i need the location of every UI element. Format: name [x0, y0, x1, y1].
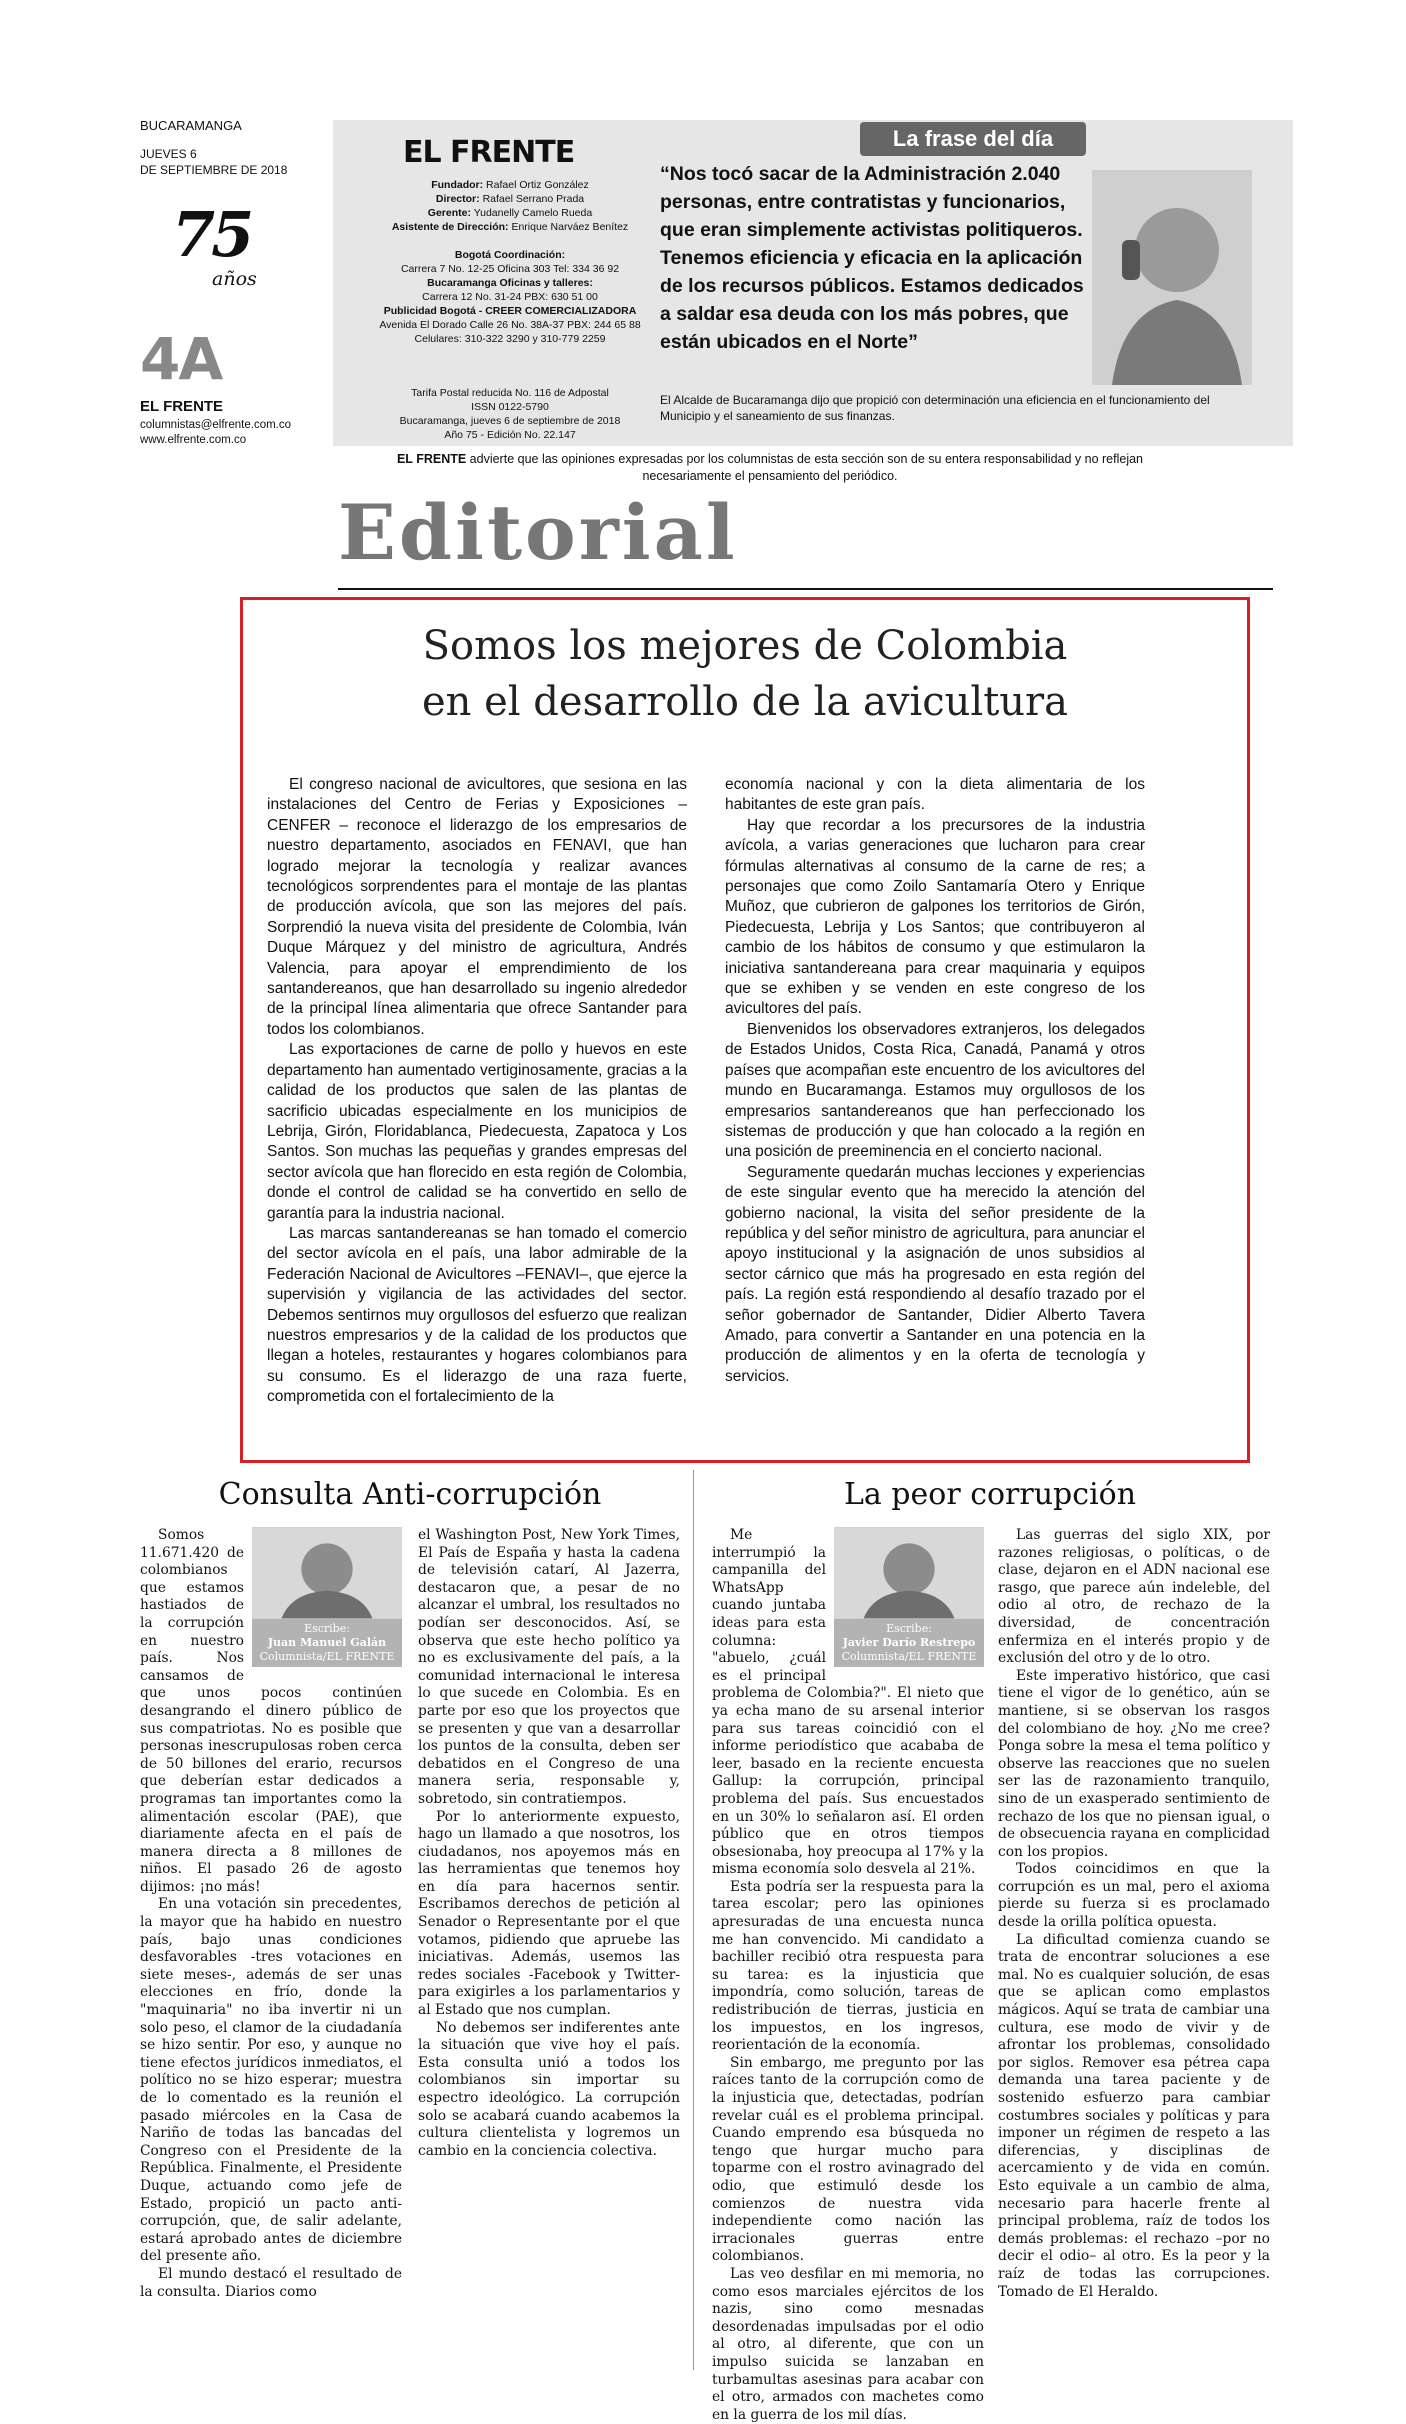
editorial-paragraph: Las marcas santandereanas se han tomado el comercio del sector avícola en el país, una labor admirable de la Federación Nacional de Avicultores –FENAVI–, que ejerce la supervisión y vigilancia de las actividades del sector. Debemos sentirnos muy orgullosos del esfuerzo que realizan nuestros empresarios y de la calidad de los productos que llegan a hoteles, restaurantes y hogares colombianos para su consumo. Es el liderazgo de una raza fuerte, comprometida con el fortalecimiento de la [267, 1224, 687, 1406]
postal-line: ISSN 0122-5790 [471, 401, 549, 413]
editorial-column-2 [725, 775, 1145, 1387]
anti-paragraph: El mundo destacó el resultado de la consulta. Diarios como [140, 2265, 402, 2300]
credit-line [345, 192, 675, 206]
anti-author-card [252, 1527, 402, 1667]
date-label [140, 146, 287, 178]
city-label: BUCARAMANGA [140, 118, 242, 133]
credit-line [345, 206, 675, 220]
editorial-column-1 [267, 775, 687, 1408]
address-line: Avenida El Dorado Calle 26 No. 38A-37 PBX: 244 65 88 [379, 319, 641, 331]
page-brand: EL FRENTE [140, 398, 224, 415]
page-number: 4A [140, 325, 222, 393]
credit-line [345, 178, 675, 192]
author-name: Javier Darío Restrepo [842, 1636, 976, 1649]
email-link[interactable]: columnistas@elfrente.com.co [140, 419, 292, 431]
peor-column-2 [998, 1527, 1270, 2301]
peor-paragraph: Me interrumpió la campanilla del WhatsApp cuando juntaba ideas para esta columna: "abuelo, ¿cuál es el principal problema de Colombia?". El nieto que ya echa mano de su arsenal interior para sus tareas coincidió con el informe periodístico que acababa de leer, basado en la reciente encuesta Gallup: la corrupción, principal problema del país. Sus encuestados en un 30% lo señalaron así. El orden público que en otros tiempos obsesionaba, hoy preocupa al 17% y la misma economía solo desvela al 21%. [712, 1527, 984, 1878]
editorial-paragraph: Las exportaciones de carne de pollo y huevos en este departamento han aumentado vertiginosamente, gracias a la calidad de los productos que salen de las plantas de sacrificio ubicadas especialmente en los municipios de Lebrija, Girón, Floridablanca, Piedecuesta, Zapatoca y Los Santos. Son muchas las pequeñas y grandes empresas del sector avícola que han florecido en esta región de Colombia, donde el control de calidad se ha convertido en sello de garantía para la industria nacional. [267, 1041, 687, 1222]
author-role: Columnista/EL FRENTE [841, 1650, 977, 1663]
editorial-paragraph: El congreso nacional de avicultores, que sesiona en las instalaciones del Centro de Ferias y Exposiciones – CENFER – reconoce el liderazgo de los empresarios de nuestro departamento, asociados en FENAVI, que han logrado mejorar la tecnología y realizar avances tecnológicos sorprendentes para el montaje de las plantas de producción avícola, que son las mejores del país. Sorprendió la nueva visita del presidente de Colombia, Iván Duque Márquez y del ministro de agricultura, Andrés Valencia, para apoyar el emprendimiento de los santandereanos, que han desarrollado su ingenio alrededor de la principal línea alimentaria que ofrece Santander para todos los colombianos. [267, 776, 687, 1038]
opinion-disclaimer [360, 451, 1180, 485]
postal-info [345, 386, 675, 442]
editorial-column-2-continuation: economía nacional y con la dieta alimentaria de los habitantes de este gran país. [725, 776, 1145, 814]
editorial-headline-line-2: en el desarrollo de la avicultura [421, 679, 1069, 725]
address-heading: Publicidad Bogotá - CREER COMERCIALIZADORA [383, 305, 637, 317]
editorial-paragraph: Bienvenidos los observadores extranjeros, los delegados de Estados Unidos, Costa Rica, Canadá, Panamá y otros países que acompañan este encuentro de los avicultores del mundo en Bucaramanga. Estamos muy orgullosos de los empresarios santandereanos que han perfeccionado los sistemas de producción y que han colocado a la región en una posición de preeminencia en el concierto nacional. [725, 1020, 1145, 1161]
editorial-headline [260, 618, 1230, 730]
postal-line: Año 75 - Edición No. 22.147 [444, 429, 576, 441]
section-title: Editorial [338, 488, 738, 577]
postal-line: Tarifa Postal reducida No. 116 de Adpostal [411, 387, 609, 399]
credit-name: Rafael Serrano Prada [482, 193, 585, 205]
anti-paragraph: En una votación sin precedentes, la mayor que ha habido en nuestro país, bajo unas condiciones desfavorables -tres votaciones en siete meses-, además de ser unas elecciones en frío, donde la "maquinaria" no iba invertir ni un solo peso, el clamor de la ciudadanía se hizo sentir. Por eso, y aunque no tiene efectos jurídicos inmediatos, el político no se hizo esperar; muestra de lo comentado es la reunión el pasado miércoles en la Casa de Nariño de todas las bancadas del Congreso con el Presidente de la República. Finalmente, el Presidente Duque, actuando como jefe de Estado, propició un pacto anti-corrupción, que, de salir adelante, estará aprobado antes de diciembre del presente año. [140, 1896, 402, 2265]
author-escribe: Escribe: [886, 1622, 932, 1635]
anniversary-word: años [212, 268, 257, 290]
author-escribe: Escribe: [304, 1622, 350, 1635]
address-heading: Bucaramanga Oficinas y talleres: [427, 277, 593, 289]
peor-paragraph: Esta podría ser la respuesta para la tarea escolar; pero las opiniones apresuradas de una encuesta nunca me han convencido. Mi candidato a bachiller recibió otra respuesta para su tarea: es la injusticia que impondría, como solución, tareas de redistribución de tierras, justicia en los impuestos, en los ingresos, reorientación de la economía. [712, 1878, 984, 2054]
date-line-1: JUEVES 6 [140, 147, 197, 161]
anti-column-1 [140, 1527, 402, 2301]
peor-column-1 [712, 1527, 984, 2424]
anti-author-photo [252, 1527, 402, 1619]
contact-info [140, 418, 291, 448]
credit-role: Director: [435, 193, 480, 205]
credit-name: Enrique Narváez Benítez [511, 221, 629, 233]
website-link[interactable]: www.elfrente.com.co [140, 434, 247, 446]
anti-author-label [252, 1619, 402, 1667]
anti-paragraph: Somos 11.671.420 de colombianos que estamos hastiados de la corrupción en nuestro país. Nos cansamos de que unos pocos continúen desangrando el dinero público de sus compatriotas. No es posible que personas inescrupulosas roben cerca de 50 billones del erario, recursos que deberían estar dedicados a programas tan importantes como la alimentación escolar (PAE), que diariamente afecta en el país de manera directa a 8 millones de niños. El pasado 26 de agosto dijimos: ¡no más! [140, 1527, 402, 1895]
credit-role: Gerente: [427, 207, 471, 219]
credit-name: Rafael Ortiz González [486, 179, 589, 191]
peor-column-2-continuation: Las guerras del siglo XIX, por razones religiosas, o políticas, o de clase, dejaron en el ADN nacional ese rasgo, que parece aún indeleble, del odio al otro, de rechazo de la diversidad, de concentración enfermiza en el interés propio y de exclusión del otro y de lo otro. [998, 1527, 1270, 1667]
editorial-headline-line-1: Somos los mejores de Colombia [422, 623, 1068, 669]
newspaper-title: EL FRENTE [403, 135, 575, 170]
credits-list [345, 178, 675, 234]
postal-line: Bucaramanga, jueves 6 de septiembre de 2018 [399, 415, 621, 427]
address-line: Carrera 12 No. 31-24 PBX: 630 51 00 [422, 291, 598, 303]
peor-paragraph: La dificultad comienza cuando se trata de encontrar soluciones a ese mal. No es cualquier solución, de esas que se aplican como emplastos mágicos. Aquí se trata de cambiar una cultura, ese modo de vivir y de afrontar los problemas, consolidado por siglos. Remover esa pétrea capa demanda una tarea paciente y de sostenido esfuerzo para cambiar costumbres sociales y políticas y para imponer un régimen de respeto a las diferencias, y disciplinas de acercamiento y de vida en común. Esto equivale a un cambio de alma, necesario para hacerle frente al principal problema, raíz de todos los demás problemas: el rechazo –por no decir el odio– al otro. Es la peor y la raíz de todas las corrupciones. Tomado de El Heraldo. [998, 1931, 1270, 2300]
addresses-list [345, 248, 675, 346]
date-line-2: DE SEPTIEMBRE DE 2018 [140, 163, 288, 177]
peor-paragraph: Las veo desfilar en mi memoria, no como esos marciales ejércitos de los nazis, sino como mesnadas desordenadas impulsadas por el odio al otro, al diferente, que con un impulso suicida se lanzaban en turbamultas asesinas para acabar con el otro, armados con machetes como en la guerra de los mil días. [712, 2265, 984, 2423]
anti-column-2 [418, 1527, 680, 2160]
address-heading: Bogotá Coordinación: [454, 249, 566, 261]
address-line: Carrera 7 No. 12-25 Oficina 303 Tel: 334 36 92 [400, 263, 620, 275]
anti-column-2-continuation: el Washington Post, New York Times, El País de España y hasta la cadena de televisión catarí, Al Jazerra, destacaron que, a pesar de no alcanzar el umbral, los resultados no podían ser desconocidos. Así, se observa que este hecho político ya no es exclusivamente del país, a la comunidad internacional le interesa lo que sucede en Colombia. Es en parte por eso que los proyectos que se presenten y que van a desarrollar los puntos de la consulta, deben ser debatidos en el Congreso de una manera seria, responsable y, sobretodo, sin contratiempos. [418, 1527, 680, 1807]
peor-author-card [834, 1527, 984, 1667]
section-rule [338, 588, 1273, 590]
credit-role: Asistente de Dirección: [391, 221, 509, 233]
peor-paragraph: Sin embargo, me pregunto por las raíces tanto de la corrupción como de la injusticia que, detectadas, podrían revelar cuál es el problema principal. Cuando emprendo esa búsqueda no tengo que hurgar mucho para toparme con el rostro avinagrado del odio, que estimuló desde los comienzos de nuestra vida independiente como nación las irracionales guerras entre colombianos. [712, 2054, 984, 2265]
peor-paragraph: Este imperativo histórico, que casi tiene el vigor de lo genético, aún se mantiene, si se observan los rasgos del colombiano de hoy. ¿No me cree? Ponga sobre la mesa el tema político y observe las reacciones que no suelen ser las de razonamiento tranquilo, sino de un exasperado sentimiento de rechazo de los que no piensan igual, o de obsecuencia rayana en complicidad con los propios. [998, 1667, 1270, 1860]
author-role: Columnista/EL FRENTE [259, 1650, 395, 1663]
anti-headline: Consulta Anti-corrupción [218, 1477, 602, 1512]
peor-author-photo [834, 1527, 984, 1619]
disclaimer-brand: EL FRENTE [396, 452, 467, 466]
peor-headline: La peor corrupción [843, 1477, 1137, 1512]
address-line: Celulares: 310-322 3290 y 310-779 2259 [414, 333, 606, 345]
frase-del-dia-tag: La frase del día [860, 122, 1086, 156]
anti-paragraph: Por lo anteriormente expuesto, hago un llamado a que nosotros, los ciudadanos, nos apoyemos más en las herramientas que tenemos hoy en día para hacernos sentir. Escribamos derechos de petición al Senador o Representante por el que votamos, pidiendo que apruebe las iniciativas. Además, usemos las redes sociales -Facebook y Twitter- para exigirles a los parlamentarios y al Estado que nos cumplan. [418, 1808, 680, 2019]
frase-quote: “Nos tocó sacar de la Administración 2.040 personas, entre contratistas y funcionarios, que eran simplemente activistas politiqueros. Tenemos eficiencia y eficacia en la aplicación de los recursos públicos. Estamos dedicados a saldar esa deuda con los más pobres, que están ubicados en el Norte” [660, 163, 1084, 353]
disclaimer-text: advierte que las opiniones expresadas por los columnistas de esta sección son de su entera responsabilidad y no reflejan necesariamente el pensamiento del periódico. [466, 452, 1144, 483]
anniversary-logo [160, 198, 280, 303]
credit-role: Fundador: [431, 179, 484, 191]
column-divider [693, 1470, 694, 2370]
editorial-paragraph: Hay que recordar a los precursores de la industria avícola, a varias generaciones que lucharon para crear fórmulas alternativas al consumo de la carne de res; a personajes que como Zoilo Santamaría Otero y Enrique Muñoz, que cubrieron de galpones los territorios de Girón, Piedecuesta, Lebrija y Los Santos; que contribuyeron al cambio de los hábitos de consumo y que estimularon la iniciativa santandereana para crear maquinaria y equipos que se exhiben y se venden en este congreso de los avicultores del país. [725, 816, 1145, 1018]
frase-caption: El Alcalde de Bucaramanga dijo que propició con determinación una eficiencia en el funcionamiento del Municipio y el saneamiento de sus finanzas. [660, 393, 1210, 423]
editorial-paragraph: Seguramente quedarán muchas lecciones y experiencias de este singular evento que ha merecido la atención del gobierno nacional, la visita del señor presidente de la república y del señor ministro de agricultura, para anunciar el apoyo institucional y la asignación de unos subsidios al sector cárnico que más ha progresado en esta región del país. La región está respondiendo al desafío trazado por el señor gobernador de Santander, Didier Alberto Tavera Amado, para convertir a Santander en una potencia en la producción de alimentos y en la oferta de tecnología y servicios. [725, 1163, 1145, 1385]
credit-line [345, 220, 675, 234]
anniversary-number: 75 [172, 198, 251, 271]
anti-paragraph: No debemos ser indiferentes ante la situación que vive hoy el país. Esta consulta unió a todos los colombianos sin importar su espectro ideológico. La corrupción solo se acabará cuando acabemos la cultura clientelista y logremos un cambio en la conciencia colectiva. [418, 2019, 680, 2159]
peor-author-label [834, 1619, 984, 1667]
mayor-photo [1092, 170, 1252, 385]
author-name: Juan Manuel Galán [267, 1636, 387, 1649]
peor-paragraph: Todos coincidimos en que la corrupción es un mal, pero el axioma pierde su fuerza si es proclamado desde la orilla política opuesta. [998, 1861, 1270, 1931]
credit-name: Yudanelly Camelo Rueda [473, 207, 593, 219]
